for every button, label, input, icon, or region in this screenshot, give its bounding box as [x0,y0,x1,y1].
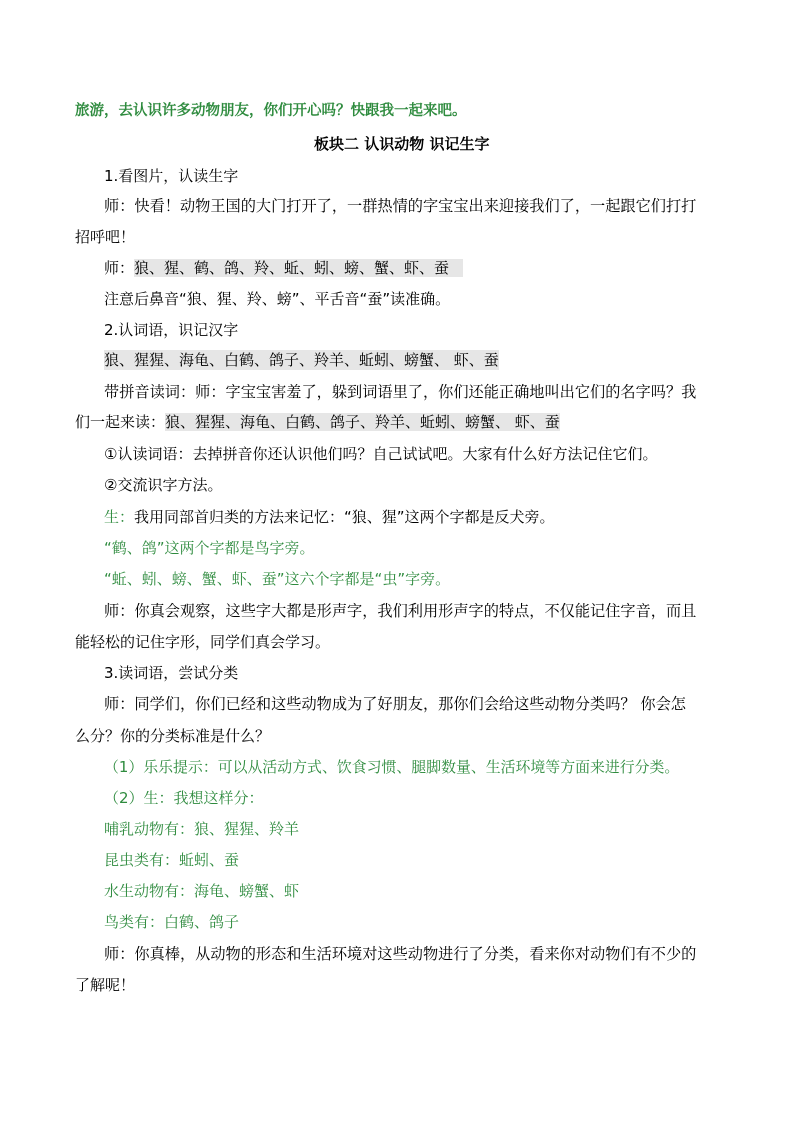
teacher-line-b [104,258,463,278]
student-answer-3: “蚯、蚓、螃、蟹、虾、蚕”这六个字都是“虫”字旁。 [104,570,451,588]
pinyin-line-1: 带拼音读词：师：字宝宝害羞了，躲到词语里了，你们还能正确地叫出它们的名字吗？我 [104,383,697,401]
step-2: ②交流识字方法。 [104,476,223,494]
category-insect: 昆虫类有：蚯蚓、蚕 [104,851,240,869]
new-characters: 狼、猩、鹤、鸽、羚、蚯、蚓、螃、蟹、虾、蚕 [134,259,463,277]
word-list: 狼、猩猩、海龟、白鹤、鸽子、羚羊、蚯蚓、螃蟹、 虾、蚕 [104,351,499,369]
category-mammal: 哺乳动物有：狼、猩猩、羚羊 [104,820,300,838]
intro-line: 旅游，去认识许多动物朋友，你们开心吗？快跟我一起来吧。 [75,103,467,119]
teacher-line-c2: 能轻松的记住字形，同学们真会学习。 [75,633,331,651]
teacher-prefix: 师： [104,259,135,277]
student-answer-1 [104,507,555,527]
pinyin-prefix: 们一起来读： [75,413,166,431]
teacher-line-c1: 师：你真会观察，这些字大都是形声字，我们利用形声字的特点，不仅能记住字音，而且 [104,602,697,620]
teacher-line-d1: 师：同学们，你们已经和这些动物成为了好朋友，那你们会给这些动物分类吗？ 你会怎 [104,695,686,713]
pronunciation-note: 注意后鼻音“狼、猩、羚、螃”、平舌音“蚕”读准确。 [104,290,451,308]
category-bird: 鸟类有：白鹤、鸽子 [104,913,240,931]
student-answer-2: “鹤、鸽”这两个字都是鸟字旁。 [104,539,315,557]
teacher-line-a2: 招呼吧！ [75,228,136,246]
teacher-line-e1: 师：你真棒，从动物的形态和生活环境对这些动物进行了分类，看来你对动物们有不少的 [104,945,697,963]
student-prefix: 生： [104,508,135,526]
heading-1: 1.看图片，认读生字 [104,167,239,185]
teacher-line-e2: 了解呢！ [75,976,136,994]
hint-line: （1）乐乐提示：可以从活动方式、饮食习惯、腿脚数量、生活环境等方面来进行分类。 [104,758,680,776]
student-classification-label: （2）生：我想这样分： [104,789,264,807]
heading-3: 3.读词语，尝试分类 [104,664,239,682]
pinyin-line-2 [75,412,560,432]
teacher-line-a1: 师：快看！动物王国的大门打开了，一群热情的字宝宝出来迎接我们了，一起跟它们打打 [104,197,697,215]
teacher-line-d2: 么分？你的分类标准是什么？ [75,727,271,745]
step-1: ①认读词语：去掉拼音你还认识他们吗？自己试试吧。大家有什么好方法记住它们。 [104,445,658,463]
heading-2: 2.认词语，识记汉字 [104,321,239,339]
student-answer-1-text: 我用同部首归类的方法来记忆：“狼、猩”这两个字都是反犬旁。 [134,508,555,526]
pinyin-word-list: 狼、猩猩、海龟、白鹤、鸽子、羚羊、蚯蚓、螃蟹、 虾、蚕 [165,413,560,431]
category-aquatic: 水生动物有：海龟、螃蟹、虾 [104,882,300,900]
section-title: 板块二 认识动物 识记生字 [314,135,490,153]
